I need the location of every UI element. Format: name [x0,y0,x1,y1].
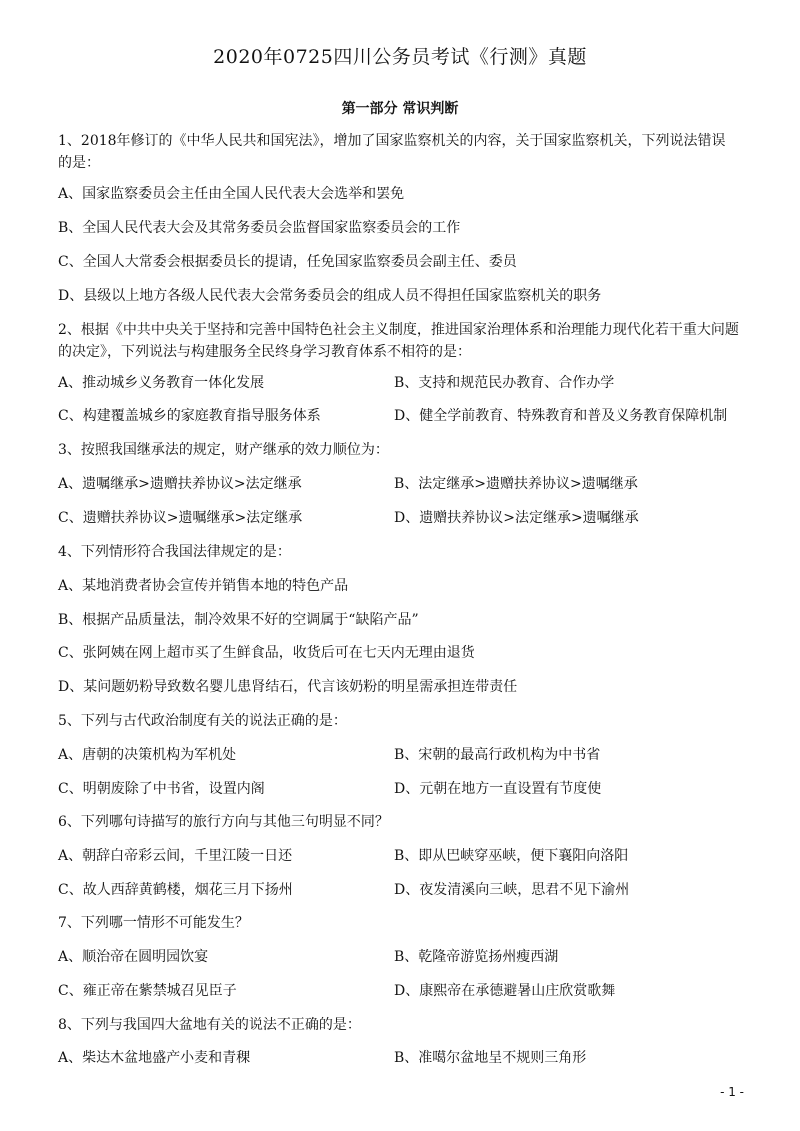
question-4-option-a: A、某地消费者协会宣传并销售本地的特色产品 [58,578,349,594]
question-8-option-b: B、准噶尔盆地呈不规则三角形 [394,1050,587,1066]
question-7-option-c: C、雍正帝在紫禁城召见臣子 [58,983,237,999]
question-4-option-d: D、某问题奶粉导致数名婴儿患肾结石，代言该奶粉的明星需承担连带责任 [58,679,518,695]
question-3-option-b: B、法定继承>遗赠扶养协议>遗嘱继承 [394,476,638,492]
question-8-stem: 8、下列与我国四大盆地有关的说法不正确的是： [58,1017,361,1033]
question-6-option-d: D、夜发清溪向三峡，思君不见下渝州 [394,882,630,898]
question-2-option-a: A、推动城乡义务教育一体化发展 [58,375,265,391]
question-1-option-b: B、全国人民代表大会及其常务委员会监督国家监察委员会的工作 [58,220,461,236]
page-number: - 1 - [720,1085,744,1099]
question-2-option-c: C、构建覆盖城乡的家庭教育指导服务体系 [58,408,321,424]
question-4-option-c: C、张阿姨在网上超市买了生鲜食品，收货后可在七天内无理由退货 [58,645,475,661]
question-5-option-c: C、明朝废除了中书省，设置内阁 [58,781,265,797]
question-1-option-d: D、县级以上地方各级人民代表大会常务委员会的组成人员不得担任国家监察机关的职务 [58,288,602,304]
question-8-option-a: A、柴达木盆地盛产小麦和青稞 [58,1050,251,1066]
question-1-stem-line-1: 1、2018年修订的《中华人民共和国宪法》，增加了国家监察机关的内容，关于国家监察机关，下列说法错误 [58,133,726,149]
question-3-option-a: A、遗嘱继承>遗赠扶养协议>法定继承 [58,476,302,492]
question-5-option-a: A、唐朝的决策机构为军机处 [58,747,237,763]
question-6-option-a: A、朝辞白帝彩云间，千里江陵一日还 [58,848,293,864]
question-1-option-c: C、全国人大常委会根据委员长的提请，任免国家监察委员会副主任、委员 [58,254,517,270]
question-7-option-b: B、乾隆帝游览扬州瘦西湖 [394,949,559,965]
question-4-stem: 4、下列情形符合我国法律规定的是： [58,544,291,560]
question-6-option-c: C、故人西辞黄鹤楼，烟花三月下扬州 [58,882,293,898]
question-5-stem: 5、下列与古代政治制度有关的说法正确的是： [58,713,347,729]
question-3-option-c: C、遗赠扶养协议>遗嘱继承>法定继承 [58,510,303,526]
question-7-stem: 7、下列哪一情形不可能发生？ [58,915,249,931]
question-6-option-b: B、即从巴峡穿巫峡，便下襄阳向洛阳 [394,848,629,864]
question-2-stem-line-1: 2、根据《中共中央关于坚持和完善中国特色社会主义制度，推进国家治理体系和治理能力现代化若干重大问题 [58,322,739,338]
question-5-option-b: B、宋朝的最高行政机构为中书省 [394,747,601,763]
question-2-option-b: B、支持和规范民办教育、合作办学 [394,375,615,391]
question-1-stem-line-2: 的是： [58,155,100,171]
question-3-stem: 3、按照我国继承法的规定，财产继承的效力顺位为： [58,442,389,458]
question-1-option-a: A、国家监察委员会主任由全国人民代表大会选举和罢免 [58,186,405,202]
question-4-option-b: B、根据产品质量法，制冷效果不好的空调属于“缺陷产品” [58,612,419,628]
question-7-option-a: A、顺治帝在圆明园饮宴 [58,949,209,965]
question-3-option-d: D、遗赠扶养协议>法定继承>遗嘱继承 [394,510,639,526]
page-title: 2020年0725四川公务员考试《行测》真题 [213,46,587,68]
question-2-option-d: D、健全学前教育、特殊教育和普及义务教育保障机制 [394,408,728,424]
question-7-option-d: D、康熙帝在承德避暑山庄欣赏歌舞 [394,983,616,999]
question-6-stem: 6、下列哪句诗描写的旅行方向与其他三句明显不同？ [58,814,389,830]
question-2-stem-line-2: 的决定》，下列说法与构建服务全民终身学习教育体系不相符的是： [58,344,471,360]
section-heading: 第一部分 常识判断 [341,101,459,117]
question-5-option-d: D、元朝在地方一直设置有节度使 [394,781,602,797]
